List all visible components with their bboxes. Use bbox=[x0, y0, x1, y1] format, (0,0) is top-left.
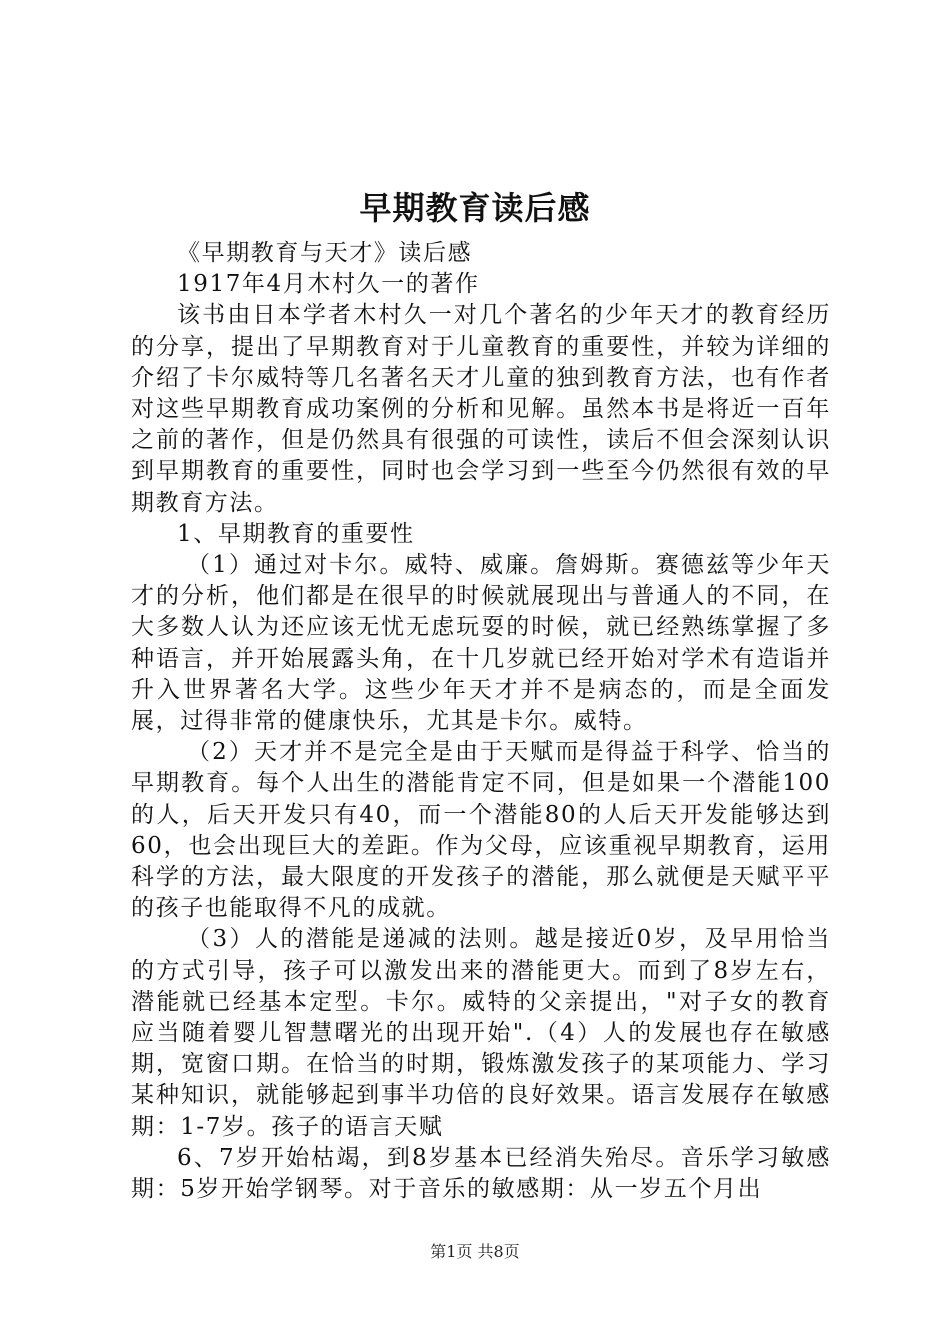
section-heading: 1、早期教育的重要性 bbox=[177, 520, 415, 547]
paragraph-point-1: （1）通过对卡尔。威特、威廉。詹姆斯。赛德兹等少年天才的分析，他们都是在很早的时候就展现出与普通人的不同，在大多数人认为还应该无忧无虑玩耍的时候，就已经熟练掌握了多种语言，并开始展露头角，在十几岁就已经开始对学术有造诣并升入世界著名大学。这些少年天才并不是病态的，而是全面发展，过得非常的健康快乐，尤其是卡尔。威特。 bbox=[131, 552, 831, 735]
paragraph-intro: 该书由日本学者木村久一对几个著名的少年天才的教育经历的分享，提出了早期教育对于儿童教育的重要性，并较为详细的介绍了卡尔威特等几名著名天才儿童的独到教育方法，也有作者对这些早期教育成功案例的分析和见解。虽然本书是将近一百年之前的著作，但是仍然具有很强的可读性，读后不但会深刻认识到早期教育的重要性，同时也会学习到一些至今仍然很有效的早期教育方法。 bbox=[131, 302, 831, 516]
paragraph-source: 1917年4月木村久一的著作 bbox=[177, 271, 480, 298]
paragraph-continuation: 6、7岁开始枯竭，到8岁基本已经消失殆尽。音乐学习敏感期：5岁开始学钢琴。对于音乐的敏感期：从一岁五个月出 bbox=[131, 1144, 831, 1203]
document-body bbox=[131, 238, 831, 1205]
page-footer: 第1页 共8页 bbox=[430, 1242, 520, 1261]
paragraph-point-3: （3）人的潜能是递减的法则。越是接近0岁，及早用恰当的方式引导，孩子可以激发出来的潜能更大。而到了8岁左右，潜能就已经基本定型。卡尔。威特的父亲提出，"对子女的教育应当随着婴儿智慧曙光的出现开始".（4）人的发展也存在敏感期，宽窗口期。在恰当的时期，锻炼激发孩子的某项能力、学习某种知识，就能够起到事半功倍的良好效果。语言发展存在敏感期：1-7岁。孩子的语言天赋 bbox=[131, 926, 831, 1140]
paragraph-subtitle: 《早期教育与天才》读后感 bbox=[177, 240, 473, 266]
paragraph-point-2: （2）天才并不是完全是由于天赋而是得益于科学、恰当的早期教育。每个人出生的潜能肯定不同，但是如果一个潜能100的人，后天开发只有40，而一个潜能80的人后天开发能够达到60，也会出现巨大的差距。作为父母，应该重视早期教育，运用科学的方法，最大限度的开发孩子的潜能，那么就便是天赋平平的孩子也能取得不凡的成就。 bbox=[131, 739, 831, 922]
document-title: 早期教育读后感 bbox=[359, 189, 591, 227]
